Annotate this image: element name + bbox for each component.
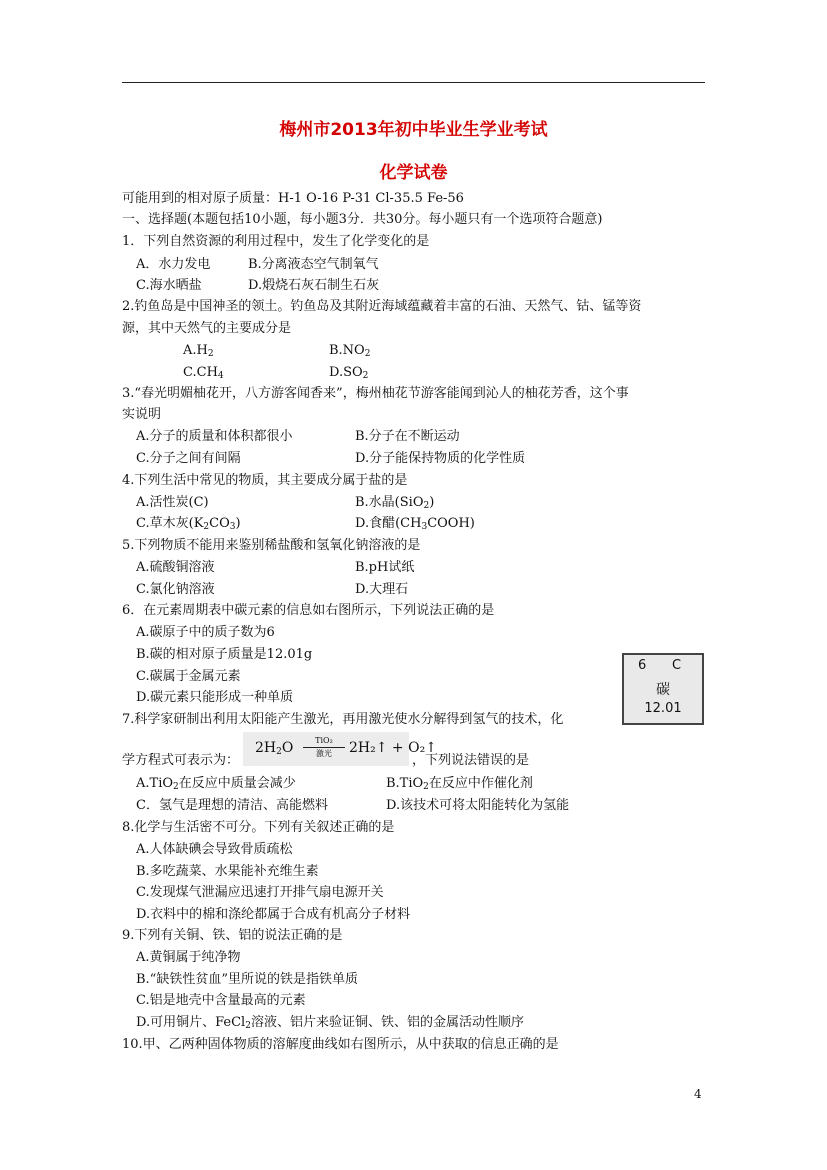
- question-9-stem: 9.下列有关铜、铁、铝的说法正确的是: [122, 928, 343, 943]
- question-3-stem-line1: 3.“春光明媚柚花开，八方游客闻香来”，梅州柚花节游客能闻到沁人的柚花芳香，这个事: [122, 386, 629, 401]
- atomic-masses-line: 可能用到的相对原子质量：H-1 O-16 P-31 Cl-35.5 Fe-56: [122, 191, 464, 206]
- question-6-option-c: C.碳属于金属元素: [136, 669, 241, 684]
- question-6-stem: 6．在元素周期表中碳元素的信息如右图所示，下列说法正确的是: [122, 603, 495, 618]
- question-3-option-c: C.分子之间有间隔: [136, 451, 241, 466]
- catalyst-label: TiO₂: [315, 736, 333, 745]
- carbon-element-card: [622, 653, 704, 725]
- question-5-option-b: B.pH试纸: [355, 560, 415, 575]
- question-7-option-d: D.该技术可将太阳能转化为氢能: [386, 798, 570, 813]
- atomic-mass: 12.01: [644, 701, 682, 716]
- question-4-option-c: C.草木灰$(K_2CO_3)$: [136, 516, 241, 532]
- exam-subtitle: 化学试卷: [379, 163, 448, 183]
- header-rule: [122, 82, 705, 83]
- equation-reactants: $2H_2O$: [255, 740, 294, 757]
- question-8-option-d: D.衣料中的棉和涤纶都属于合成有机高分子材料: [136, 907, 411, 922]
- question-4-option-a: A.活性炭(C): [136, 495, 209, 510]
- question-9-option-c: C.铝是地壳中含量最高的元素: [136, 993, 306, 1008]
- question-2-option-d: $D.SO_2$: [329, 365, 369, 381]
- question-7-option-a: A.TiO$_2$在反应中质量会减少: [136, 776, 296, 792]
- exam-title: 梅州市2013年初中毕业生学业考试: [279, 120, 548, 140]
- atomic-number: 6: [638, 658, 647, 673]
- question-5-stem: 5.下列物质不能用来鉴别稀盐酸和氢氧化钠溶液的是: [122, 538, 421, 553]
- equation-condition: [301, 736, 347, 762]
- question-5-option-a: A.硫酸铜溶液: [136, 560, 215, 575]
- chemical-equation: [243, 732, 437, 766]
- reaction-line: [303, 747, 345, 748]
- question-8-option-a: A.人体缺碘会导致骨质疏松: [136, 842, 293, 857]
- question-3-stem-line2: 实说明: [122, 407, 162, 422]
- question-7-option-c: C．氢气是理想的清洁、高能燃料: [136, 798, 328, 813]
- question-1-option-a: A．水力发电: [136, 257, 211, 272]
- equation-products: 2H₂↑ + O₂↑: [349, 740, 437, 756]
- question-2-option-a: $A.H_2$: [183, 343, 214, 359]
- page-number: 4: [694, 1087, 702, 1101]
- question-2-option-c: $C.CH_4$: [183, 365, 224, 381]
- question-9-option-d: D.可用铜片、FeCl$_2$溶液、铝片来验证铜、铁、铝的金属活动性顺序: [136, 1015, 524, 1031]
- question-7-stem-post: ，下列说法错误的是: [412, 753, 530, 768]
- question-8-option-b: B.多吃蔬菜、水果能补充维生素: [136, 864, 319, 879]
- question-6-option-a: A.碳原子中的质子数为6: [136, 625, 275, 640]
- question-4-stem: 4.下列生活中常见的物质，其主要成分属于盐的是: [122, 473, 408, 488]
- question-2-stem-line2: 源，其中天然气的主要成分是: [122, 321, 292, 336]
- question-6-option-d: D.碳元素只能形成一种单质: [136, 690, 294, 705]
- question-4-option-b: B.水晶(SiO$_2$): [355, 495, 435, 511]
- question-9-option-a: A.黄铜属于纯净物: [136, 950, 241, 965]
- question-8-option-c: C.发现煤气泄漏应迅速打开排气扇电源开关: [136, 885, 384, 900]
- question-1-option-d: D.煅烧石灰石制生石灰: [248, 278, 380, 293]
- question-2-stem-line1: 2.钓鱼岛是中国神圣的领土。钓鱼岛及其附近海域蕴藏着丰富的石油、天然气、钴、锰等资: [122, 299, 642, 314]
- question-10-stem: 10.甲、乙两种固体物质的溶解度曲线如右图所示，从中获取的信息正确的是: [122, 1037, 559, 1052]
- question-5-option-d: D.大理石: [355, 582, 409, 597]
- question-8-stem: 8.化学与生活密不可分。下列有关叙述正确的是: [122, 820, 395, 835]
- element-name: 碳: [656, 682, 670, 698]
- question-2-option-b: $B.NO_2$: [329, 343, 371, 359]
- element-symbol: C: [672, 658, 682, 673]
- question-7-stem-pre: 学方程式可表示为：: [122, 753, 240, 768]
- question-1-option-b: B.分离液态空气制氧气: [248, 257, 379, 272]
- question-4-option-d: D.食醋$(CH_3COOH)$: [355, 516, 475, 532]
- question-7-option-b: B.TiO$_2$在反应中作催化剂: [386, 776, 533, 792]
- question-1-stem: 1．下列自然资源的利用过程中，发生了化学变化的是: [122, 234, 430, 249]
- question-6-option-b: B.碳的相对原子质量是12.01g: [136, 647, 313, 662]
- question-5-option-c: C.氯化钠溶液: [136, 582, 215, 597]
- question-3-option-d: D.分子能保持物质的化学性质: [355, 451, 526, 466]
- question-7-stem-line1: 7.科学家研制出利用太阳能产生激光，再用激光使水分解得到氢气的技术，化: [122, 712, 564, 727]
- question-3-option-a: A.分子的质量和体积都很小: [136, 429, 293, 444]
- laser-label: 激光: [316, 749, 332, 758]
- question-1-option-c: C.海水晒盐: [136, 278, 202, 293]
- question-3-option-b: B.分子在不断运动: [355, 429, 460, 444]
- question-9-option-b: B.“缺铁性贫血”里所说的铁是指铁单质: [136, 972, 358, 987]
- section-heading: 一、选择题(本题包括10小题，每小题3分．共30分。每小题只有一个选项符合题意): [122, 212, 603, 227]
